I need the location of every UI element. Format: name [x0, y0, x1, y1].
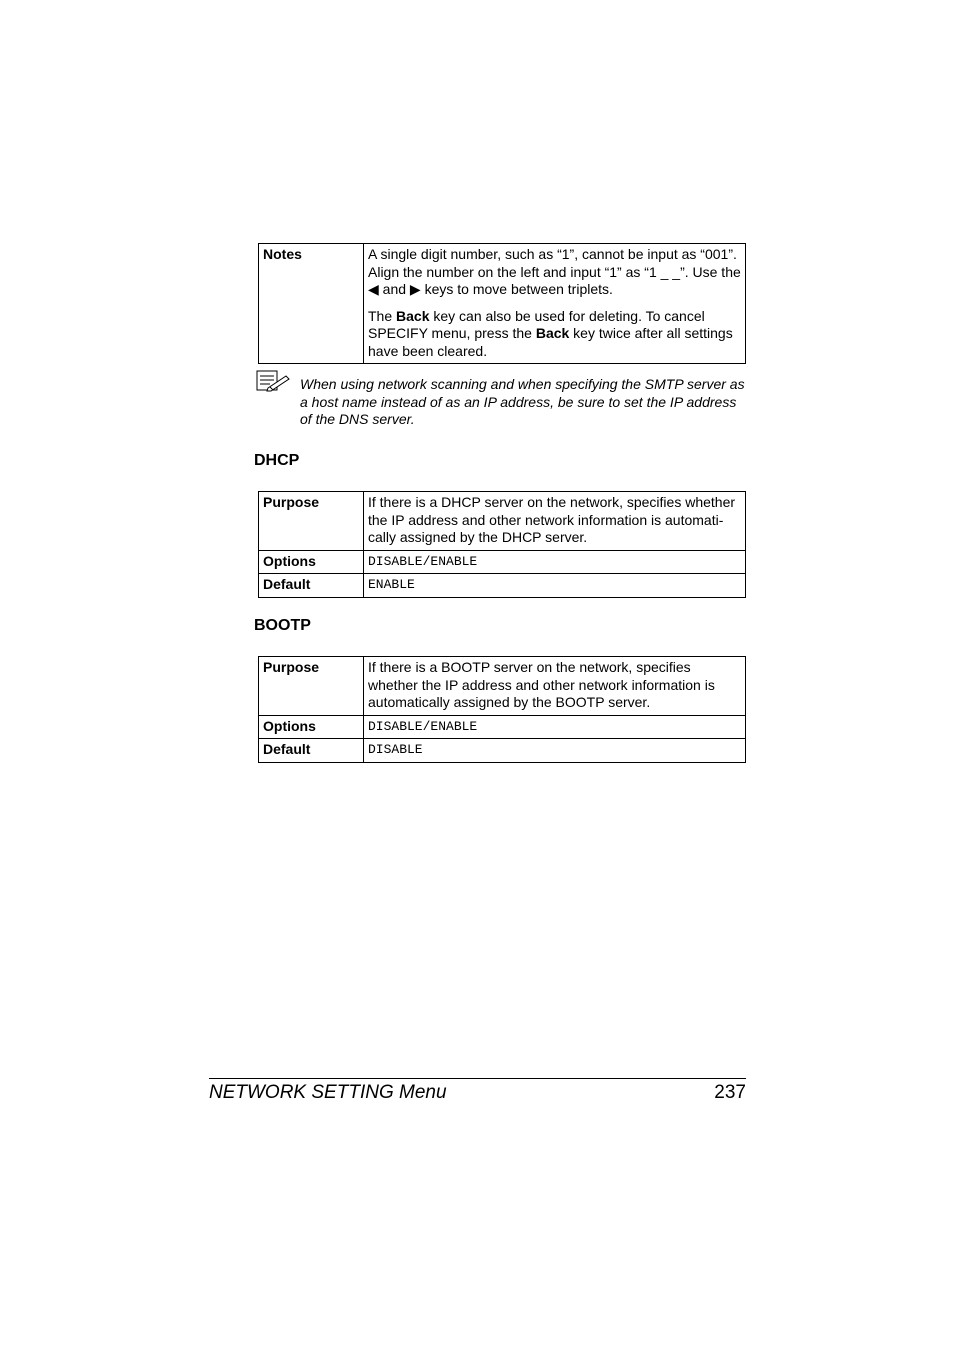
row-label: Purpose — [259, 657, 364, 716]
section-heading-bootp: BOOTP — [254, 617, 311, 634]
section-heading-dhcp: DHCP — [254, 452, 300, 469]
back-key-label: Back — [535, 325, 570, 341]
note-text: When using network scanning and when specifying the SMTP server as a host name instead of as an IP address, be sure to set the IP address of the DNS server. — [300, 376, 745, 427]
notes-paragraph-1: A single digit number, such as “1”, cannot be input as “001”. Align the number on the left and input “1” as “1 _ _”. Use the ◀ and ▶ keys to move between triplets. — [368, 246, 741, 297]
notes-table — [258, 243, 746, 364]
footer-divider — [209, 1078, 746, 1079]
row-label: Default — [259, 739, 364, 763]
row-value: DISABLE/ENABLE — [364, 550, 746, 574]
memo-pencil-icon — [256, 370, 290, 392]
table-row — [259, 715, 746, 739]
row-label: Default — [259, 574, 364, 598]
table-row — [259, 739, 746, 763]
table-row — [259, 657, 746, 716]
table-row — [259, 244, 746, 364]
right-arrow-icon: ▶ — [409, 281, 421, 297]
row-value: ENABLE — [364, 574, 746, 598]
table-row — [259, 492, 746, 551]
table-row — [259, 574, 746, 598]
page-number: 237 — [714, 1082, 746, 1103]
row-value: DISABLE/ENABLE — [364, 715, 746, 739]
bootp-table — [258, 656, 746, 763]
row-label: Options — [259, 550, 364, 574]
row-value — [364, 244, 746, 364]
table-row — [259, 550, 746, 574]
row-value: If there is a BOOTP server on the network, specifies whether the IP address and other network information is automatically assigned by the BOOTP server. — [364, 657, 746, 716]
back-key-label: Back — [396, 307, 430, 324]
dhcp-table — [258, 491, 746, 598]
row-label: Options — [259, 715, 364, 739]
row-value: If there is a DHCP server on the network, specifies whether the IP address and other network information is automati-cally assigned by the DHCP server. — [364, 492, 746, 551]
row-label: Purpose — [259, 492, 364, 551]
notes-paragraph-2: The Back key can also be used for deleting. To cancel SPECIFY menu, press the Back key twice after all settings have been cleared. — [368, 307, 733, 359]
footer-title: NETWORK SETTING Menu — [209, 1082, 447, 1103]
row-value: DISABLE — [364, 739, 746, 763]
left-arrow-icon: ◀ — [368, 281, 379, 297]
row-label: Notes — [259, 244, 364, 364]
